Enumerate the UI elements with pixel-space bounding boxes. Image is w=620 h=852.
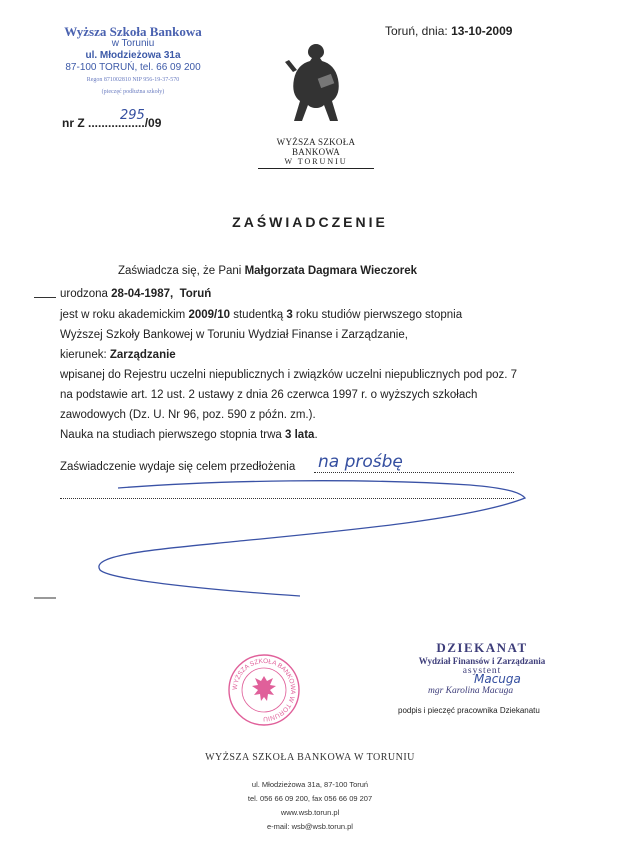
academic-year: 2009/10 xyxy=(188,309,231,321)
p3-text-a: jest w roku akademickim xyxy=(60,309,189,321)
purpose-label: Zaświadczenie wydaje się celem przedłożenia xyxy=(60,461,296,473)
dziekanat-subtitle: Wydział Finansów i Zarządzania xyxy=(418,656,546,666)
stamp-line-1: Wyższa Szkoła Bankowa xyxy=(64,24,202,39)
nr-suffix: .../09 xyxy=(134,116,162,130)
p5-text: kierunek: xyxy=(60,349,110,361)
nr-handwritten: 295 xyxy=(120,108,145,123)
body-line-6: wpisanej do Rejestru uczelni niepublicznych i związków uczelni niepublicznych pod poz. 7 xyxy=(60,369,518,381)
stamp-line-6: (pieczęć podłużna szkoły) xyxy=(101,89,165,95)
footer-phone: tel. 056 66 09 200, fax 056 66 09 207 xyxy=(247,794,373,803)
dziekanat-role: asystent xyxy=(462,666,502,676)
footer-address: ul. Młodzieżowa 31a, 87-100 Toruń xyxy=(251,780,369,789)
nr-prefix: nr Z xyxy=(62,116,85,130)
footer-email: e-mail: wsb@wsb.torun.pl xyxy=(267,822,353,831)
dziekanat-name: mgr Karolina Macuga xyxy=(428,686,514,696)
date-value: 13-10-2009 xyxy=(451,24,513,38)
date-label: Toruń, dnia: xyxy=(385,24,448,38)
signature-caption: podpis i pieczęć pracownika Dziekanatu xyxy=(398,706,540,715)
birth-date: 28-04-1987, xyxy=(111,288,174,300)
p2-text: urodzona xyxy=(60,288,112,300)
footer-website: www.wsb.torun.pl xyxy=(280,808,340,817)
p1-text: Zaświadcza się, że Pani xyxy=(118,265,245,277)
page-title: ZAŚWIADCZENIE xyxy=(232,214,388,230)
p9-text-b: . xyxy=(314,429,318,441)
footer-name: WYŻSZA SZKOŁA BANKOWA W TORUNIU xyxy=(205,752,415,763)
seal-text: WYŻSZA SZKOŁA BANKOWA W TORUNIU xyxy=(231,657,297,723)
dziekanat-signature: Macuga xyxy=(474,672,521,686)
body-line-7: na podstawie art. 12 ust. 2 ustawy z dnia 26 czerwca 1997 r. o wyższych szkołach xyxy=(60,389,478,401)
dziekanat-title: DZIEKANAT xyxy=(436,640,528,655)
body-line-4: Wyższej Szkoły Bankowej w Toruniu Wydział Finanse i Zarządzanie, xyxy=(60,329,408,341)
logo-name: WYŻSZA SZKOŁA BANKOWA xyxy=(276,137,356,157)
p3-text-c: roku studiów pierwszego stopnia xyxy=(292,309,463,321)
round-seal xyxy=(226,652,302,728)
dziekanat-stamp xyxy=(402,640,562,676)
p9-text-a: Nauka na studiach pierwszego stopnia trwa xyxy=(60,429,286,441)
student-name: Małgorzata Dagmara Wieczorek xyxy=(244,265,418,277)
study-year: 3 xyxy=(286,309,293,321)
field-of-study: Zarządzanie xyxy=(109,349,176,361)
body-line-8: zawodowych (Dz. U. Nr 96, poz. 590 z późn. zm.). xyxy=(60,409,316,421)
eagle-icon xyxy=(252,676,276,701)
stamp-line-2: w Toruniu xyxy=(111,38,155,49)
birth-city: Toruń xyxy=(179,288,212,300)
purpose-handwritten: na prośbę xyxy=(318,452,403,472)
study-duration: 3 lata xyxy=(285,429,315,441)
p3-text-b: studentką xyxy=(230,309,287,321)
logo-city: W TORUNIU xyxy=(284,157,348,166)
nr-dots: .............. xyxy=(88,116,135,130)
stamp-line-5: Regon 871002810 NIP 956-19-37-570 xyxy=(86,77,180,83)
stamp-line-3: ul. Młodzieżowa 31a xyxy=(85,50,181,61)
stamp-line-4: 87-100 TORUŃ, tel. 66 09 200 xyxy=(65,62,201,73)
